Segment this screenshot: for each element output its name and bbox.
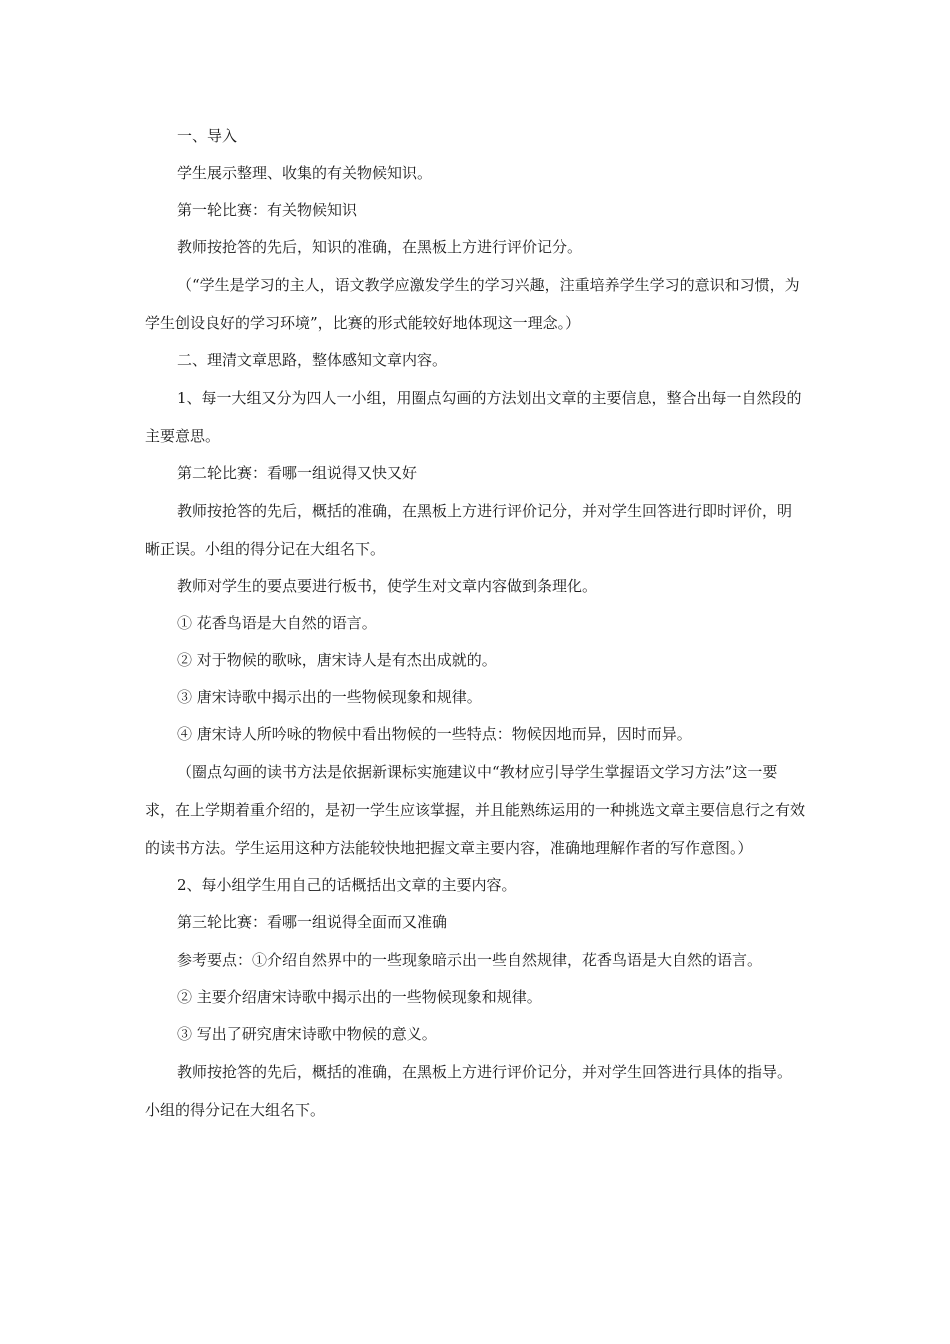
section-heading-intro: 一、导入 [177, 127, 238, 145]
paragraph: 2、每小组学生用自己的话概括出文章的主要内容。 [177, 876, 517, 894]
list-item: ③ 写出了研究唐宋诗歌中物候的意义。 [177, 1025, 437, 1043]
commentary-paragraph: （圈点勾画的读书方法是依据新课标实施建议中“教材应引导学生掌握语文学习方法”这一要求，在上学期着重介绍的，是初一学生应该掌握，并且能熟练运用的一种挑选文章主要信息行之有效的读书方法。学生运用这种方法能较快地把握文章主要内容，准确地理解作者的写作意图。） [145, 763, 806, 857]
list-item: ① 花香鸟语是大自然的语言。 [177, 614, 377, 632]
paragraph: 参考要点：①介绍自然界中的一些现象暗示出一些自然规律，花香鸟语是大自然的语言。 [177, 951, 763, 969]
paragraph: 教师按抢答的先后，概括的准确，在黑板上方进行评价记分，并对学生回答进行即时评价，明晰正误。小组的得分记在大组名下。 [145, 502, 793, 558]
list-item: ② 对于物候的歌咏，唐宋诗人是有杰出成就的。 [177, 651, 497, 669]
round-heading-2: 第二轮比赛：看哪一组说得又快又好 [177, 464, 418, 482]
commentary-paragraph: （“学生是学习的主人，语文教学应激发学生的学习兴趣，注重培养学生学习的意识和习惯，为学生创设良好的学习环境”，比赛的形式能较好地体现这一理念。） [145, 276, 800, 332]
paragraph: 1、每一大组又分为四人一小组，用圈点勾画的方法划出文章的主要信息，整合出每一自然段的主要意思。 [145, 389, 802, 445]
document-page [145, 118, 805, 1129]
list-item: ④ 唐宋诗人所吟咏的物候中看出物候的一些特点：物候因地而异，因时而异。 [177, 725, 692, 743]
round-heading-1: 第一轮比赛：有关物候知识 [177, 201, 358, 219]
paragraph: 教师按抢答的先后，概括的准确，在黑板上方进行评价记分，并对学生回答进行具体的指导。小组的得分记在大组名下。 [145, 1063, 793, 1119]
list-item: ② 主要介绍唐宋诗歌中揭示出的一些物候现象和规律。 [177, 988, 542, 1006]
paragraph: 学生展示整理、收集的有关物候知识。 [177, 164, 433, 182]
list-item: ③ 唐宋诗歌中揭示出的一些物候现象和规律。 [177, 688, 482, 706]
paragraph: 教师按抢答的先后，知识的准确，在黑板上方进行评价记分。 [177, 238, 583, 256]
paragraph: 教师对学生的要点要进行板书，使学生对文章内容做到条理化。 [177, 577, 598, 595]
section-heading-structure: 二、理清文章思路，整体感知文章内容。 [177, 351, 448, 369]
round-heading-3: 第三轮比赛：看哪一组说得全面而又准确 [177, 913, 448, 931]
